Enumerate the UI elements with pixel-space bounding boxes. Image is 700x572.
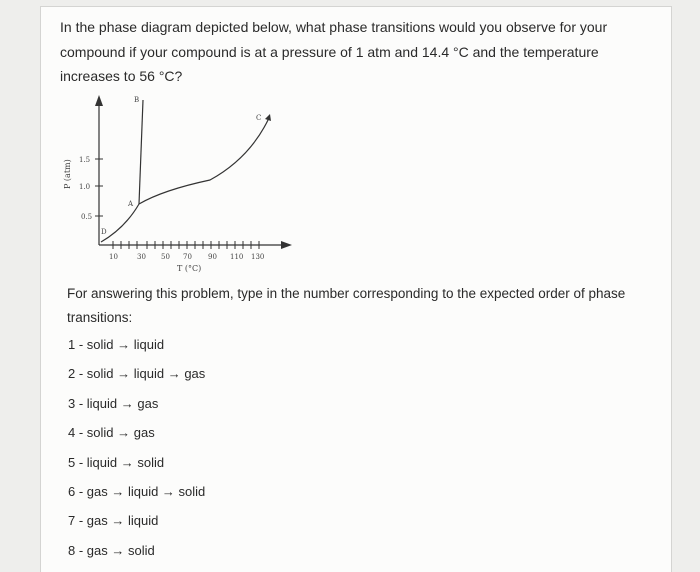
point-label-d: D [101,228,107,236]
point-label-a: A [128,200,134,208]
y-tick-label: 0.5 [81,213,93,221]
option-item: 2 - solid → liquid → gas [68,366,206,382]
x-tick-label: 130 [251,253,265,261]
option-item: 4 - solid → gas [68,425,155,441]
point-label-b: B [134,96,140,104]
instructions-text: For answering this problem, type in the number corresponding to the expected order of phase transitions: [67,286,626,325]
vaporization-curve [139,118,269,204]
x-tick-label: 10 [109,253,118,261]
x-tick-label: 90 [208,253,217,261]
y-axis-label: P (atm) [63,159,72,189]
point-label-c: C [256,114,262,122]
x-tick-label: 70 [183,253,192,261]
phase-diagram [55,88,305,283]
sublimation-curve [101,204,139,242]
option-item: 7 - gas → liquid [68,513,159,529]
option-item: 8 - gas → solid [68,542,155,558]
x-axis-arrow [281,241,292,249]
option-item: 6 - gas → liquid → solid [68,483,206,499]
x-axis-label: T (°C) [177,264,202,273]
options-list [68,334,205,569]
x-tick-label: 50 [161,253,170,261]
y-tick-label: 1.0 [79,183,91,191]
option-item: 3 - liquid → gas [68,395,159,411]
curve-end-arrow [265,114,271,121]
option-item: 5 - liquid → solid [68,454,165,470]
option-item: 1 - solid → liquid [68,337,165,352]
x-tick-label: 30 [137,253,146,261]
y-axis-arrow [95,95,103,106]
question-text: In the phase diagram depicted below, what phase transitions would you observe for your compound if your compound is at a pressure of 1 atm and 14.4 °C and the temperature increases to 56 °C? [60,19,608,84]
x-tick-label: 110 [230,253,244,261]
melting-curve [139,100,143,204]
y-tick-label: 1.5 [79,156,91,164]
